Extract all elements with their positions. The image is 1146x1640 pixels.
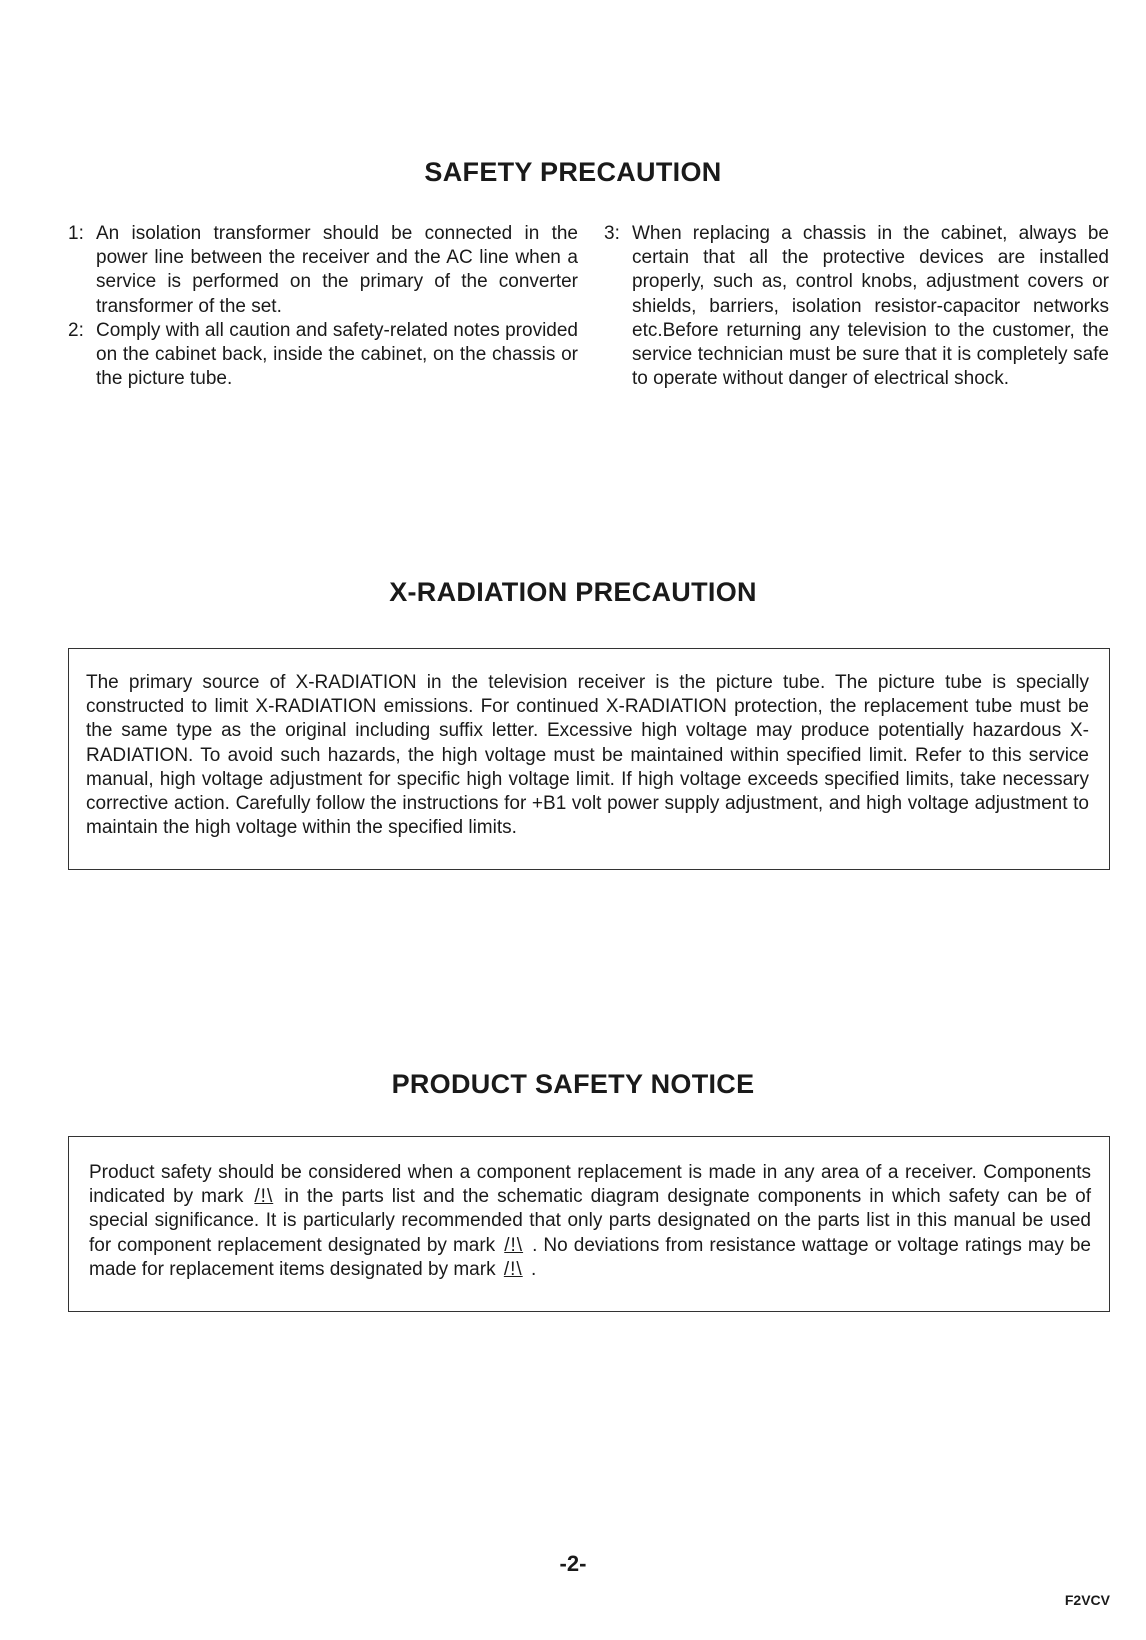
safety-column-left [68,222,578,391]
product-notice-text-2: in the parts list and the schematic diagram designate components in which safety can be of special significance. It is particularly recommended that only parts designated on the parts list in this manual be used for component replacement designated by mark [89,1186,1091,1256]
xradiation-notice-text: The primary source of X-RADIATION in the television receiver is the picture tube. The picture tube is specially constructed to limit X-RADIATION emissions. For continued X-RADIATION protection, the replacement tube must be the same type as the original including suffix letter. Excessive high voltage may produce potentially hazardous X-RADIATION. To avoid such hazards, the high voltage must be maintained within specified limit. Refer to this service manual, high voltage adjustment for specific high voltage limit. If high voltage exceeds specified limits, take necessary corrective action. Carefully follow the instructions for +B1 volt power supply adjustment, and high voltage adjustment to maintain the high voltage within the specified limits. [86,672,1089,839]
safety-item-2 [68,319,578,392]
product-safety-notice-title: PRODUCT SAFETY NOTICE [391,1069,755,1099]
xradiation-notice-box [68,648,1110,870]
product-notice-text-3: . No deviations from resistance wattage or voltage ratings may be made for replacement items designated by mark [89,1234,1091,1280]
document-code: F2VCV [1064,1592,1110,1608]
safety-column-right [604,222,1109,391]
warning-mark-icon: /!\ [254,1186,274,1208]
xradiation-precaution-title: X-RADIATION PRECAUTION [389,577,757,607]
page-number: -2- [559,1551,587,1576]
safety-item-text: When replacing a chassis in the cabinet, always be certain that all the protective devices are installed properly, such as, control knobs, adjustment covers or shields, barriers, isolation resistor-capacitor networks etc.Before returning any television to the customer, the service technician must be sure that it is completely safe to operate without danger of electrical shock. [632,223,1109,390]
product-safety-notice-box [68,1136,1110,1312]
safety-item-number: 3: [604,223,620,244]
product-notice-text-4: . [525,1258,537,1280]
safety-item-number: 1: [68,223,84,244]
safety-item-1 [68,222,578,319]
safety-item-number: 2: [68,319,84,341]
warning-mark-icon: /!\ [504,1234,524,1256]
warning-mark-icon: /!\ [503,1258,523,1280]
safety-item-3 [604,222,1109,391]
safety-precaution-title: SAFETY PRECAUTION [424,157,722,187]
product-notice-text-1: Product safety should be considered when a component replacement is made in any area of a receiver. Components indicated by mark [89,1162,1091,1208]
safety-item-text: Comply with all caution and safety-related notes provided on the cabinet back, inside the cabinet, on the chassis or the picture tube. [96,319,578,390]
safety-item-text: An isolation transformer should be connected in the power line between the receiver and the AC line when a service is performed on the primary of the converter transformer of the set. [96,223,578,317]
